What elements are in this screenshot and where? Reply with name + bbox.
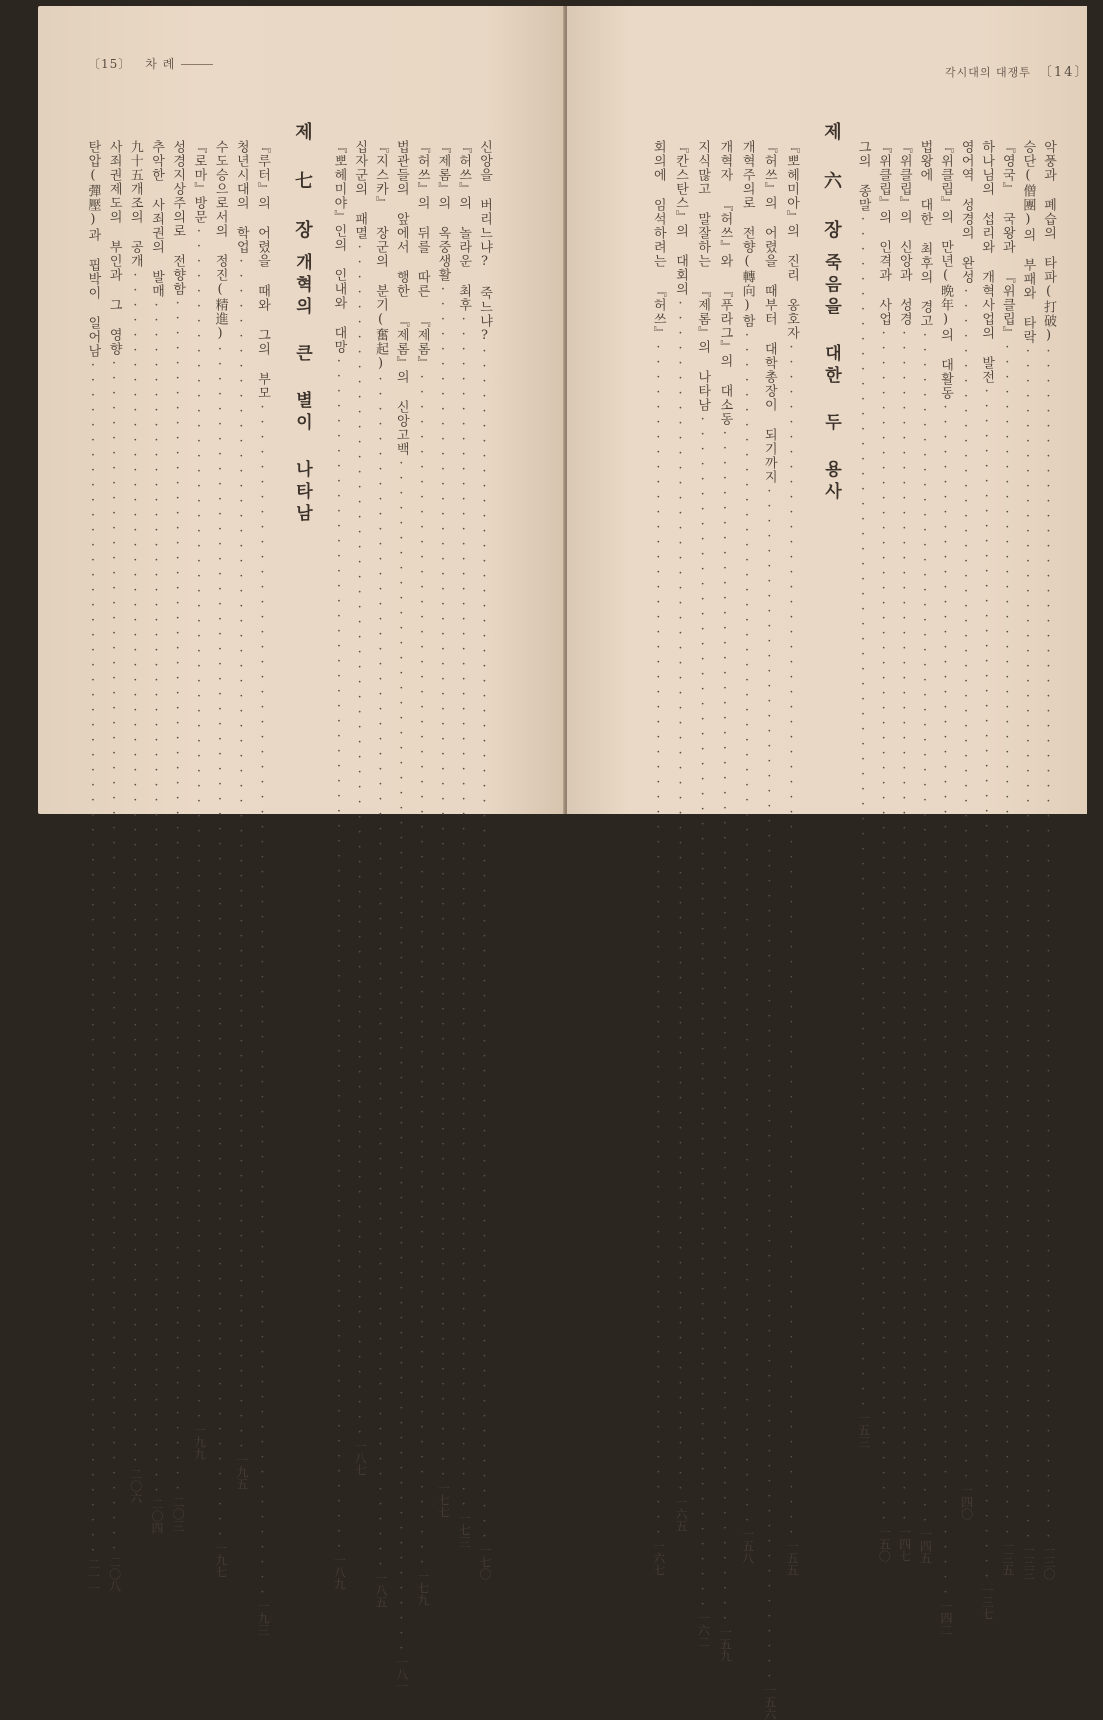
toc-entry	[855, 140, 871, 1448]
leader-dots: ················································································	[477, 344, 492, 1544]
toc-entry	[650, 140, 666, 1576]
toc-entry-title: 『허쓰』의 놀라운 최후	[456, 140, 472, 312]
leader-dots: ················································································	[896, 326, 912, 1526]
toc-entry-page: 一六二	[696, 1612, 711, 1648]
header-rule	[181, 64, 213, 65]
toc-entry	[373, 140, 388, 1608]
toc-entry-title: 『허쓰』의 어렸을 때부터 대학총장이 되기까지	[761, 140, 777, 484]
left-page-header-title: 차 례	[145, 57, 176, 71]
toc-entry-page: 一五五	[785, 1540, 799, 1576]
leader-dots: ················································································	[127, 268, 143, 1468]
toc-entry-page: 一八九	[332, 1554, 347, 1590]
toc-entry-page: 一七三	[457, 1512, 472, 1548]
leader-dots: ················································································	[717, 426, 733, 1626]
leader-dots: ················································································	[149, 298, 164, 1498]
leader-dots: ················································································	[373, 372, 388, 1572]
toc-entry	[979, 140, 995, 1620]
leader-dots: ················································································	[1020, 344, 1036, 1544]
leader-dots: ················································································	[855, 212, 871, 1412]
left-page-header	[88, 55, 219, 72]
toc-entry-page: 一九九	[192, 1424, 207, 1460]
toc-entry	[255, 140, 270, 1636]
right-page-header	[945, 61, 1089, 80]
leader-dots: ················································································	[85, 358, 101, 1558]
toc-entry	[876, 140, 892, 1562]
toc-entry-title: 『뽀헤미아』의 진리 옹호자	[784, 140, 799, 340]
toc-entry-page: 一四〇	[959, 1484, 974, 1520]
toc-entry-page: 一九五	[234, 1454, 249, 1490]
leader-dots: ················································································	[958, 284, 974, 1484]
leader-dots: ················································································	[739, 328, 755, 1528]
chapter-heading	[289, 122, 315, 526]
toc-entry-title: 『위클립』의 인격과 사업	[876, 140, 892, 326]
leader-dots: ················································································	[784, 340, 799, 1540]
leader-dots: ················································································	[170, 296, 186, 1496]
toc-entry-page: 二〇四	[150, 1498, 164, 1534]
toc-entry	[717, 140, 733, 1662]
toc-entry	[456, 140, 472, 1548]
toc-entry-page: 一八五	[374, 1572, 388, 1608]
toc-entry-title: 탄압(彈壓)과 핍박이 일어남	[85, 140, 101, 358]
toc-entry-title: 『허쓰』의 뒤를 따른 『제롬』	[414, 140, 430, 370]
toc-entry-page: 一八七	[353, 1440, 368, 1476]
toc-entry	[673, 140, 688, 1532]
toc-entry-page: 一四七	[897, 1526, 912, 1562]
toc-entry-page: 二〇六	[128, 1468, 143, 1504]
toc-entry	[212, 140, 228, 1578]
toc-entry	[393, 140, 409, 1692]
toc-entry-page: 一三三	[1021, 1544, 1036, 1580]
right-page-number: 〔14〕	[1038, 65, 1090, 80]
leader-dots: ················································································	[650, 340, 666, 1540]
toc-entry	[1041, 140, 1056, 1580]
toc-entry	[999, 140, 1015, 1576]
leader-dots: ················································································	[393, 456, 409, 1656]
toc-entry	[233, 140, 249, 1490]
toc-entry-page: 一五六	[762, 1684, 777, 1720]
toc-entry-title: 개혁자 『허쓰』와 『푸라그』의 대소동	[717, 140, 733, 426]
toc-entry-title: 청년시대의 학업	[233, 140, 249, 254]
toc-entry	[191, 140, 207, 1460]
toc-entry-page: 一三七	[980, 1584, 995, 1620]
toc-entry-page: 一七七	[436, 1482, 451, 1518]
toc-entry	[739, 140, 755, 1564]
leader-dots: ················································································	[106, 356, 122, 1556]
leader-dots: ················································································	[191, 224, 207, 1424]
toc-entry	[695, 140, 711, 1648]
toc-entry	[958, 140, 974, 1520]
chapter-number: 제 七 장	[292, 122, 313, 243]
toc-entry	[331, 140, 347, 1590]
toc-entry-title: 회의에 임석하려는 『허쓰』	[650, 140, 666, 340]
toc-entry	[352, 140, 368, 1476]
toc-entry-title: 지식많고 말잘하는 『제롬』의 나타남	[695, 140, 711, 412]
toc-entry	[917, 140, 933, 1564]
right-page-header-title: 각시대의 대쟁투	[945, 66, 1031, 79]
toc-entry-page: 一六七	[651, 1540, 666, 1576]
toc-entry-title: 영어역 성경의 완성	[958, 140, 974, 284]
toc-entry	[477, 140, 492, 1580]
toc-entry-title: 법왕에 대한 최후의 경고	[917, 140, 933, 328]
toc-entry	[127, 140, 143, 1504]
toc-entry-page: 一七〇	[478, 1544, 492, 1580]
toc-entry-page: 一七九	[415, 1570, 430, 1606]
toc-entry	[896, 140, 912, 1562]
toc-entry	[435, 140, 451, 1518]
toc-entry-title: 사죄권제도의 부인과 그 영향	[106, 140, 122, 356]
toc-entry-page: 一五八	[740, 1528, 755, 1564]
toc-entry-title: 승단(僧團)의 부패와 타락	[1020, 140, 1036, 344]
toc-entry-title: 법관들의 앞에서 행한 『제롬』의 신앙고백	[393, 140, 409, 456]
toc-entry-title: 십자군의 패멸	[352, 140, 368, 240]
leader-dots: ················································································	[233, 254, 249, 1454]
leader-dots: ················································································	[761, 484, 777, 1684]
toc-entry-title: 수도승으로서의 정진(精進)	[212, 140, 228, 342]
left-page-number: 〔15〕	[88, 57, 132, 71]
leader-dots: ················································································	[999, 340, 1015, 1540]
toc-entry-title: 『로마』방문	[191, 140, 207, 224]
chapter-title: 개혁의 큰 별이 나타남	[292, 253, 312, 526]
toc-entry-title: 『루터』의 어렸을 때와 그의 부모	[255, 140, 270, 400]
toc-entry-page: 二〇三	[171, 1496, 186, 1532]
leader-dots: ················································································	[414, 370, 430, 1570]
toc-entry-title: 九十五개조의 공개	[127, 140, 143, 268]
toc-entry-title: 악풍과 폐습의 타파(打破)	[1041, 140, 1056, 344]
toc-entry	[149, 140, 164, 1534]
toc-entry	[85, 140, 101, 1594]
toc-entry-title: 『위클립』의 만년(晩年)의 대활동	[938, 140, 953, 400]
toc-entry-page: 二〇八	[107, 1556, 122, 1592]
chapter-number: 제 六 장	[821, 122, 842, 243]
toc-entry	[414, 140, 430, 1606]
toc-entry-title: 성경지상주의로 전향함	[170, 140, 186, 296]
leader-dots: ················································································	[876, 326, 892, 1526]
leader-dots: ················································································	[435, 282, 451, 1482]
leader-dots: ················································································	[695, 412, 711, 1612]
toc-entry-title: 『지스카』 장군의 분기(奮起)	[373, 140, 388, 372]
leader-dots: ················································································	[331, 354, 347, 1554]
chapter-heading	[818, 122, 844, 504]
toc-entry-page: 一九七	[213, 1542, 228, 1578]
toc-entry-page: 一八一	[394, 1656, 409, 1692]
toc-entry	[1020, 140, 1036, 1580]
leader-dots: ················································································	[1041, 344, 1056, 1544]
toc-entry-title: 『영국』 국왕과 『위클립』	[999, 140, 1015, 340]
toc-entry	[170, 140, 186, 1532]
toc-entry-page: 一九三	[256, 1600, 270, 1636]
toc-entry-title: 『제롬』의 옥중생활	[435, 140, 451, 282]
toc-entry-page: 一五九	[718, 1626, 733, 1662]
toc-entry-page: 二一一	[86, 1558, 101, 1594]
leader-dots: ················································································	[938, 400, 953, 1600]
toc-entry-title: 추악한 사죄권의 발매	[149, 140, 164, 298]
toc-entry-page: 一五三	[856, 1412, 871, 1448]
toc-entry-title: 개혁주의로 전향(轉向)함	[739, 140, 755, 328]
toc-entry-page: 一六五	[674, 1496, 688, 1532]
toc-entry-title: 『뽀헤미야』인의 인내와 대망	[331, 140, 347, 354]
leader-dots: ················································································	[917, 328, 933, 1528]
leader-dots: ················································································	[456, 312, 472, 1512]
leader-dots: ················································································	[979, 384, 995, 1584]
toc-entry-title: 『칸스탄스』의 대회의	[673, 140, 688, 296]
leader-dots: ················································································	[673, 296, 688, 1496]
toc-entry	[784, 140, 799, 1576]
leader-dots: ················································································	[255, 400, 270, 1600]
toc-entry-page: 一四五	[918, 1528, 933, 1564]
toc-entry-title: 그의 종말	[855, 140, 871, 212]
leader-dots: ················································································	[212, 342, 228, 1542]
toc-entry-title: 신앙을 버리느냐? 죽느냐?	[477, 140, 492, 344]
toc-entry	[938, 140, 953, 1636]
toc-entry	[761, 140, 777, 1720]
toc-entry	[106, 140, 122, 1592]
chapter-title: 죽음을 대한 두 용사	[821, 253, 841, 504]
leader-dots: ················································································	[352, 240, 368, 1440]
toc-entry-page: 一三〇	[1042, 1544, 1056, 1580]
toc-entry-page: 一三五	[1000, 1540, 1015, 1576]
toc-entry-page: 一五〇	[877, 1526, 892, 1562]
toc-entry-page: 一四二	[939, 1600, 953, 1636]
toc-entry-title: 하나님의 섭리와 개혁사업의 발전	[979, 140, 995, 384]
toc-entry-title: 『위클립』의 신앙과 성경	[896, 140, 912, 326]
